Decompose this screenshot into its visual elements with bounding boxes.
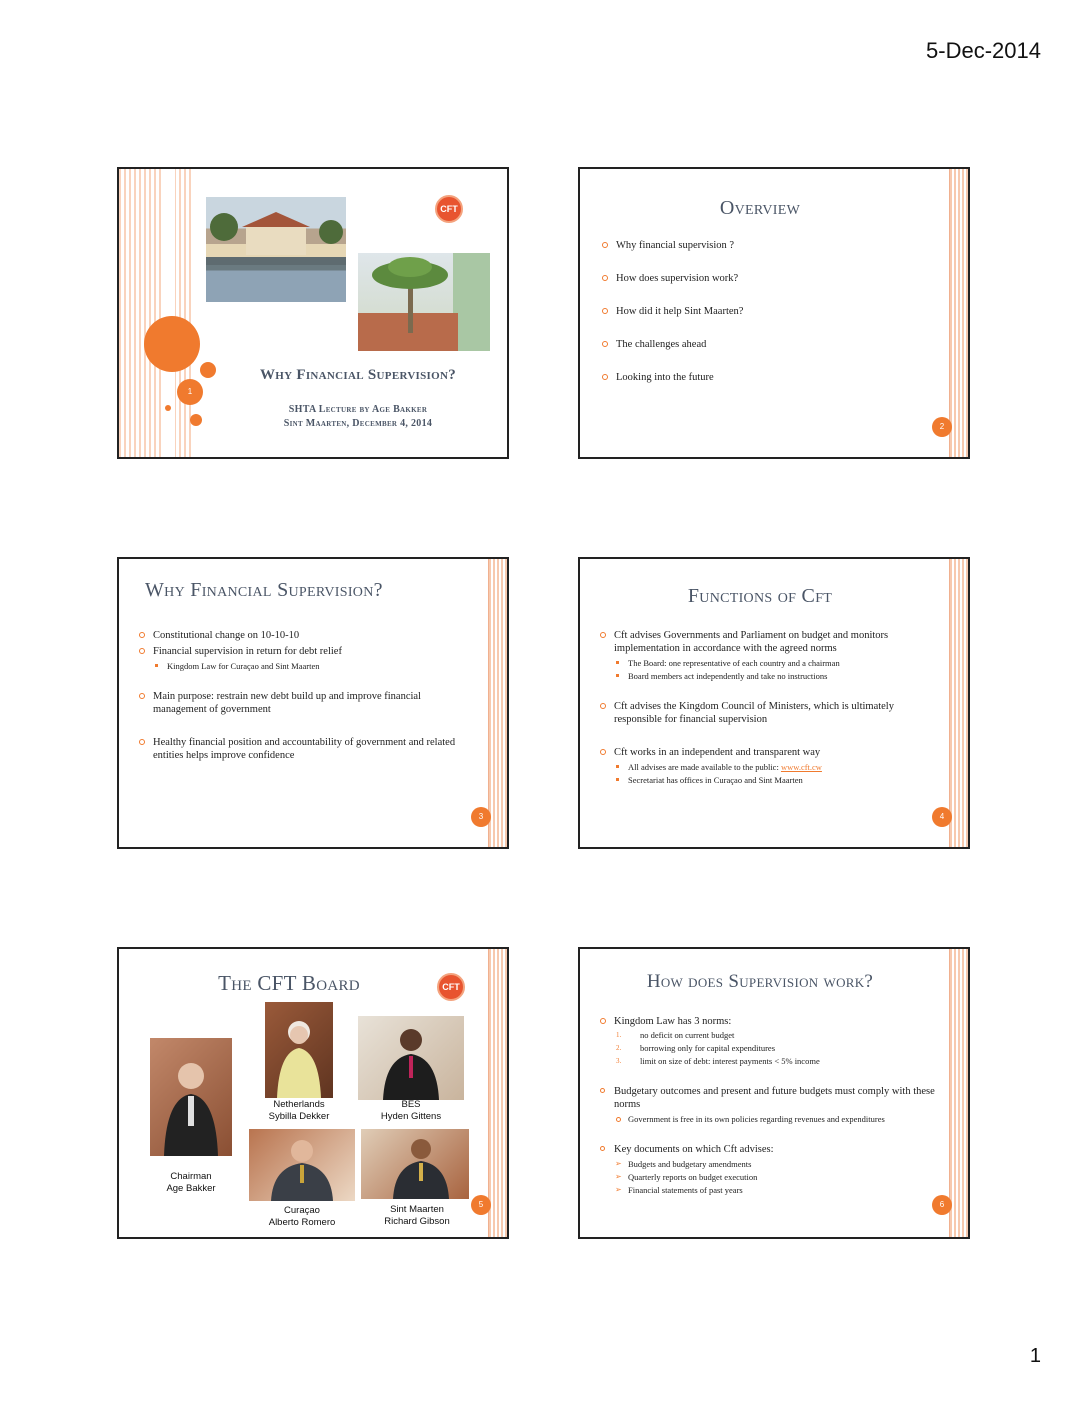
- list-item: How did it help Sint Maarten?: [602, 305, 932, 318]
- netherlands-member-photo: [265, 1002, 333, 1098]
- bes-member-photo: [358, 1016, 464, 1100]
- document-item: ➢ Financial statements of past years: [600, 1184, 936, 1196]
- portrait-illustration: [361, 1129, 469, 1199]
- portrait-illustration: [265, 1002, 333, 1098]
- document-item: ➢ Quarterly reports on budget execution: [600, 1171, 936, 1183]
- slide-1: [117, 167, 509, 459]
- sint-maarten-caption: [367, 1204, 467, 1228]
- list-item: Constitutional change on 10-10-10: [139, 629, 469, 642]
- norm-item: [600, 1029, 936, 1041]
- content-list: [600, 629, 936, 786]
- slide-5: [117, 947, 509, 1239]
- norm-text: borrowing only for capital expenditures: [640, 1043, 776, 1053]
- cft-logo: CFT: [437, 973, 465, 1001]
- document-item: ➢ Budgets and budgetary amendments: [600, 1158, 936, 1170]
- norm-number: 1.: [616, 1031, 622, 1039]
- decorative-stripe: [488, 559, 507, 847]
- cft-website-link[interactable]: www.cft.cw: [780, 762, 822, 772]
- list-item: Cft works in an independent and transparent way: [600, 746, 936, 759]
- list-item: Budgetary outcomes and present and future budgets must comply with these norms: [600, 1085, 936, 1111]
- palm-building-photo: [358, 253, 490, 351]
- list-item: Why financial supervision ?: [602, 239, 932, 252]
- list-item: Cft advises the Kingdom Council of Ministers, which is ultimately responsible for financial supervision: [600, 700, 936, 726]
- slide-4: [578, 557, 970, 849]
- slide-6: [578, 947, 970, 1239]
- list-item: Healthy financial position and accountability of government and related entities helps improve confidence: [139, 736, 469, 762]
- slide-subtitle-line2: Sint Maarten, December 4, 2014: [283, 418, 433, 429]
- norm-text: limit on size of debt: interest payments < 5% income: [640, 1056, 820, 1066]
- slide-2: [578, 167, 970, 459]
- chairman-caption: [141, 1171, 241, 1195]
- sub-item: Kingdom Law for Curaçao and Sint Maarten: [139, 660, 469, 672]
- list-item: How does supervision work?: [602, 272, 932, 285]
- decorative-stripe: [949, 559, 968, 847]
- sub-item: The Board: one representative of each country and a chairman: [600, 657, 936, 669]
- portrait-illustration: [150, 1038, 232, 1156]
- member-name: Age Bakker: [166, 1183, 216, 1194]
- sub-item: Board members act independently and take no instructions: [600, 670, 936, 682]
- slide-subtitle-line1: SHTA Lecture by Age Bakker: [288, 404, 428, 415]
- slide-title: Functions of Cft: [687, 585, 833, 607]
- list-item: Key documents on which Cft advises:: [600, 1143, 936, 1156]
- slide-title: Overview: [719, 197, 801, 219]
- curacao-caption: [252, 1205, 352, 1229]
- sint-maarten-member-photo: [361, 1129, 469, 1199]
- list-item: The challenges ahead: [602, 338, 932, 351]
- member-role: Sint Maarten: [390, 1204, 444, 1215]
- decorative-circle: [200, 362, 216, 378]
- page-number: 1: [1029, 1345, 1041, 1367]
- member-name: Hyden Gittens: [380, 1111, 442, 1122]
- member-name: Richard Gibson: [384, 1216, 450, 1227]
- norm-item: [600, 1042, 936, 1054]
- decorative-stripe: [488, 949, 507, 1237]
- slide-number-badge: 6: [932, 1195, 952, 1215]
- list-item: Main purpose: restrain new debt build up and improve financial management of government: [139, 690, 469, 716]
- slide-number-badge: 2: [932, 417, 952, 437]
- sub-item: Government is free in its own policies regarding revenues and expenditures: [600, 1113, 936, 1125]
- slide-number-badge: 3: [471, 807, 491, 827]
- member-name: Alberto Romero: [268, 1217, 336, 1228]
- harbor-photo: [206, 197, 346, 302]
- slide-3: [117, 557, 509, 849]
- overview-list: [602, 239, 932, 384]
- sub-item: Secretariat has offices in Curaçao and Sint Maarten: [600, 774, 936, 786]
- slide-number-badge: 5: [471, 1195, 491, 1215]
- netherlands-caption: [249, 1099, 349, 1123]
- content-list: [600, 1015, 936, 1196]
- slide-title: The CFT Board: [218, 971, 360, 995]
- slide-number-badge: 4: [932, 807, 952, 827]
- decorative-circle-large: [144, 316, 200, 372]
- member-name: Sybilla Dekker: [268, 1111, 330, 1122]
- sub-item: [600, 761, 936, 773]
- norm-item: [600, 1055, 936, 1067]
- slide-number-badge: 1: [177, 379, 203, 405]
- slide-title: Why Financial Supervision?: [259, 367, 457, 383]
- member-role: Chairman: [170, 1171, 212, 1182]
- bes-caption: [361, 1099, 461, 1123]
- sub-item-text: All advises are made available to the public:: [628, 762, 781, 772]
- curacao-member-photo: [249, 1129, 355, 1201]
- list-item: Looking into the future: [602, 371, 932, 384]
- member-role: Netherlands: [273, 1099, 325, 1110]
- member-role: Curaçao: [284, 1205, 320, 1216]
- decorative-stripe: [119, 169, 191, 457]
- member-role: BES: [401, 1099, 421, 1110]
- list-item: Financial supervision in return for debt relief: [139, 645, 469, 658]
- list-item: Kingdom Law has 3 norms:: [600, 1015, 936, 1028]
- portrait-illustration: [249, 1129, 355, 1201]
- norm-number: 2.: [616, 1044, 622, 1052]
- norm-number: 3.: [616, 1057, 622, 1065]
- page-date: 5-Dec-2014: [926, 38, 1041, 63]
- portrait-illustration: [358, 1016, 464, 1100]
- decorative-circle: [165, 405, 171, 411]
- decorative-circle: [190, 414, 202, 426]
- content-list: [139, 629, 469, 762]
- cft-logo: CFT: [435, 195, 463, 223]
- palm-illustration: [358, 253, 490, 351]
- norm-text: no deficit on current budget: [640, 1030, 735, 1040]
- slide-title: Why Financial Supervision?: [145, 579, 383, 601]
- decorative-stripe: [949, 169, 968, 457]
- decorative-stripe: [949, 949, 968, 1237]
- list-item: Cft advises Governments and Parliament on budget and monitors implementation in accordance with the agreed norms: [600, 629, 936, 655]
- slide-title: How does Supervision work?: [646, 971, 874, 992]
- chairman-photo: [150, 1038, 232, 1156]
- harbor-illustration: [206, 197, 346, 302]
